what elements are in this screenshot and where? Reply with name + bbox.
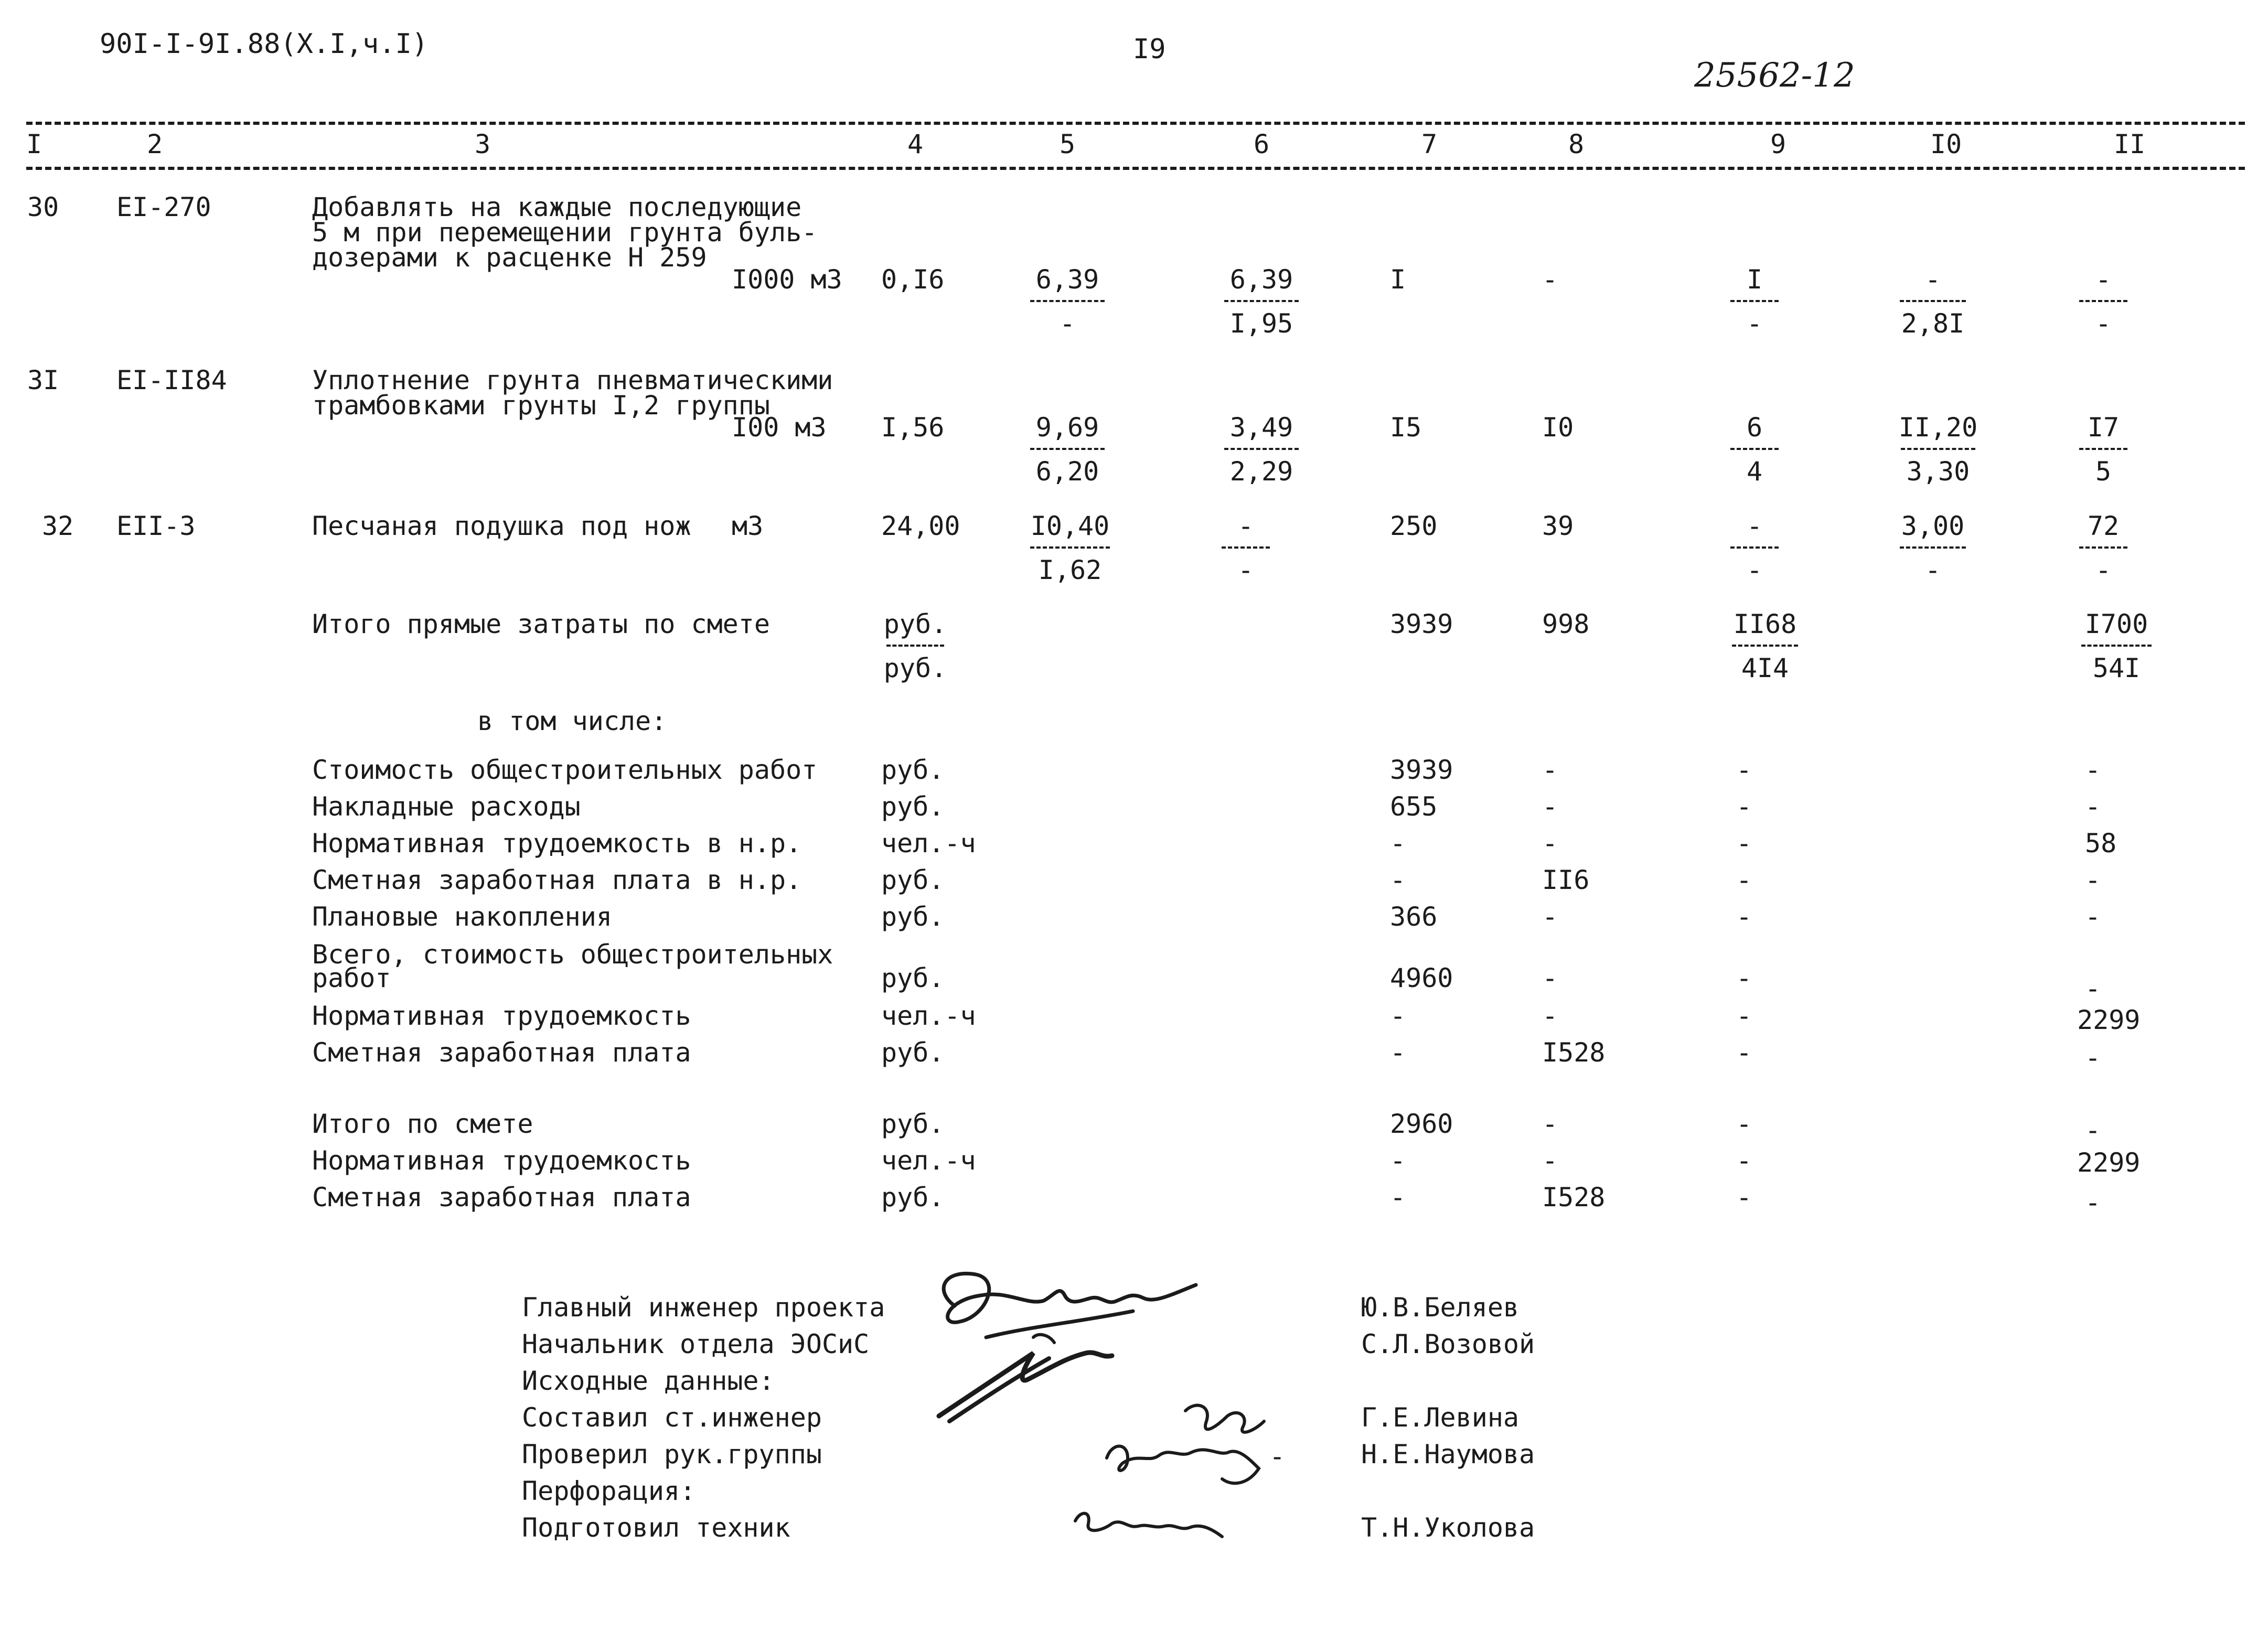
summary-col8: - [1542, 1001, 1558, 1031]
fraction-bar [2079, 300, 2127, 302]
row-code: EII-3 [116, 511, 196, 541]
fraction-bar [1900, 546, 1966, 549]
summary-col8: - [1542, 902, 1558, 932]
col-header-5: 5 [1060, 129, 1076, 159]
fraction-bar [1224, 300, 1299, 302]
signature-name: Н.Е.Наумова [1361, 1439, 1535, 1470]
summary-col11: - [2085, 755, 2101, 785]
signature-name: Ю.В.Беляев [1361, 1292, 1520, 1323]
row-col5-fraction [1023, 513, 1117, 583]
row-col10-fraction [1893, 266, 1972, 337]
fraction-numerator: 6 [1746, 412, 1763, 443]
summary-col7: - [1390, 1182, 1406, 1213]
fraction-bar [1030, 300, 1105, 302]
fraction-denominator: 54I [2092, 653, 2141, 683]
fraction-denominator: 2,29 [1229, 456, 1293, 487]
summary-col8: II6 [1542, 865, 1590, 895]
fraction-denominator: - [1924, 555, 1941, 585]
summary-col9: - [1736, 791, 1752, 822]
summary-unit: руб. [881, 865, 945, 895]
signature-compiler-checker [1091, 1395, 1290, 1510]
row-description-line: 5 м при перемещении грунта буль- [312, 217, 818, 248]
signature-role: Проверил рук.группы [522, 1439, 822, 1470]
fraction-bar [1730, 546, 1779, 549]
signature-role: Составил ст.инженер [522, 1402, 822, 1433]
row-unit: I000 м3 [732, 264, 842, 295]
summary-unit: чел.-ч [881, 828, 976, 859]
total-all-label: Всего, стоимость общестроительных [312, 939, 833, 970]
summary-label: Сметная заработная плата в н.р. [312, 865, 802, 895]
summary-col11: - [2085, 1187, 2101, 1218]
row-description-line: дозерами к расценке Н 259 [312, 242, 707, 273]
row-col5-fraction [1023, 414, 1112, 485]
summary-col7: - [1390, 828, 1406, 859]
fraction-bar [1901, 448, 1976, 450]
summary-unit: руб. [881, 755, 945, 785]
row-quantity: 0,I6 [881, 264, 945, 295]
summary-col9: - [1736, 902, 1752, 932]
fraction-numerator: I0,40 [1030, 511, 1110, 541]
fraction-denominator: 3,30 [1906, 456, 1970, 487]
row-number: 32 [42, 511, 74, 541]
summary-unit: чел.-ч [881, 1145, 976, 1176]
row-col11-fraction [2074, 513, 2132, 583]
row-col6-fraction [1217, 414, 1306, 485]
fraction-bar [1222, 546, 1270, 549]
col-header-2: 2 [147, 129, 163, 159]
row-description-line: Добавлять на каждые последующие [312, 192, 802, 222]
signature-dash: - [1269, 1441, 1286, 1472]
summary-col9: - [1736, 1182, 1752, 1213]
fraction-numerator: I7 [2087, 412, 2120, 443]
fraction-denominator: I,95 [1229, 308, 1293, 339]
row-col8: I0 [1542, 412, 1574, 443]
summary-col8: I528 [1542, 1182, 1606, 1213]
fraction-bar [1030, 448, 1105, 450]
signature-name: Т.Н.Уколова [1361, 1513, 1535, 1543]
fraction-numerator: 3,49 [1229, 412, 1293, 443]
col-header-11: II [2114, 129, 2146, 159]
fraction-denominator: - [1746, 555, 1763, 585]
row-quantity: I,56 [881, 412, 945, 443]
summary-col8: - [1542, 1145, 1558, 1176]
fraction-numerator: I700 [2084, 609, 2148, 639]
row-col9-fraction [1726, 266, 1783, 337]
summary-unit: руб. [881, 791, 945, 822]
row-col8: - [1542, 264, 1558, 295]
fraction-bar [1224, 448, 1299, 450]
col-header-3: 3 [475, 129, 491, 159]
signature-role: Перфорация: [522, 1476, 696, 1506]
fraction-numerator: 3,00 [1901, 511, 1965, 541]
fraction-denominator: 2,8I [1901, 308, 1965, 339]
fraction-numerator: 6,39 [1229, 264, 1293, 295]
signature-role: Подготовил техник [522, 1513, 790, 1543]
summary-col7: 2960 [1390, 1109, 1453, 1139]
total-direct-col7: 3939 [1390, 609, 1453, 639]
row-col7: I [1390, 264, 1406, 295]
total-all-col9: - [1736, 963, 1752, 993]
row-number: 3I [27, 365, 59, 395]
total-direct-unit-fraction [881, 611, 949, 681]
row-description-line: Песчаная подушка под нож [312, 511, 691, 541]
total-all-col7: 4960 [1390, 963, 1453, 993]
row-description-line: трамбовками грунты I,2 группы [312, 390, 770, 421]
row-unit: м3 [732, 511, 764, 541]
total-all-unit: руб. [881, 963, 945, 993]
fraction-denominator: 5 [2095, 456, 2112, 487]
summary-col7: - [1390, 1001, 1406, 1031]
fraction-bar [1732, 645, 1798, 647]
col-header-1: I [26, 129, 42, 159]
summary-col7: - [1390, 865, 1406, 895]
summary-col7: 655 [1390, 791, 1438, 822]
fraction-denominator: - [1059, 308, 1076, 339]
summary-label: Плановые накопления [312, 902, 612, 932]
fraction-numerator: - [1924, 264, 1941, 295]
col-header-4: 4 [907, 129, 924, 159]
header-top-rule [26, 122, 2245, 125]
total-direct-col11-fraction [2074, 611, 2158, 681]
summary-col11: - [2085, 1043, 2101, 1073]
fraction-bar [886, 645, 944, 647]
total-direct-col8: 998 [1542, 609, 1590, 639]
row-col7: 250 [1390, 511, 1438, 541]
row-description-line: Уплотнение грунта пневматическими [312, 365, 833, 395]
summary-col7: 366 [1390, 902, 1438, 932]
fraction-numerator: II68 [1733, 609, 1797, 639]
fraction-numerator: I [1746, 264, 1763, 295]
fraction-numerator: руб. [883, 609, 947, 639]
row-col9-fraction [1726, 513, 1783, 583]
summary-col9: - [1736, 865, 1752, 895]
row-quantity: 24,00 [881, 511, 960, 541]
summary-col8: I528 [1542, 1037, 1606, 1068]
col-header-10: I0 [1930, 129, 1962, 159]
summary-unit: чел.-ч [881, 1001, 976, 1031]
summary-label: Нормативная трудоемкость [312, 1001, 691, 1031]
summary-unit: руб. [881, 1109, 945, 1139]
row-col6-fraction [1217, 266, 1306, 337]
row-col8: 39 [1542, 511, 1574, 541]
summary-label: Накладные расходы [312, 791, 581, 822]
total-direct-label: Итого прямые затраты по смете [312, 609, 770, 639]
total-all-label-continued: работ [312, 963, 391, 993]
page-number: I9 [1133, 34, 1166, 65]
fraction-bar [1730, 300, 1779, 302]
summary-col8: - [1542, 1109, 1558, 1139]
signature-role: Начальник отдела ЭОСиС [522, 1329, 870, 1359]
row-unit: I00 м3 [732, 412, 827, 443]
fraction-numerator: 72 [2087, 511, 2120, 541]
signature-role: Главный инженер проекта [522, 1292, 885, 1323]
row-col7: I5 [1390, 412, 1422, 443]
summary-col7: 3939 [1390, 755, 1453, 785]
summary-col11: 2299 [2077, 1005, 2141, 1035]
summary-col9: - [1736, 828, 1752, 859]
signature-role: Исходные данные: [522, 1366, 775, 1396]
fraction-numerator: - [1237, 511, 1254, 541]
signature-technician [1065, 1495, 1238, 1552]
fraction-numerator: 6,39 [1035, 264, 1099, 295]
summary-col8: - [1542, 791, 1558, 822]
fraction-bar [1900, 300, 1966, 302]
fraction-bar [2081, 645, 2152, 647]
fraction-numerator: 9,69 [1035, 412, 1099, 443]
row-col6-fraction [1217, 513, 1275, 583]
summary-col8: - [1542, 755, 1558, 785]
summary-col9: - [1736, 1001, 1752, 1031]
summary-label: Нормативная трудоемкость [312, 1145, 691, 1176]
col-header-8: 8 [1568, 129, 1585, 159]
summary-label: Итого по смете [312, 1109, 533, 1139]
summary-col9: - [1736, 755, 1752, 785]
fraction-bar [2079, 546, 2127, 549]
col-header-6: 6 [1254, 129, 1270, 159]
summary-unit: руб. [881, 1182, 945, 1213]
document-code: 90I-I-9I.88(X.I,ч.I) [100, 28, 429, 60]
including-label: в том числе: [477, 706, 667, 736]
fraction-bar [1730, 448, 1779, 450]
summary-col11: 2299 [2077, 1147, 2141, 1178]
summary-col11: - [2085, 1115, 2101, 1145]
fraction-numerator: II,20 [1898, 412, 1978, 443]
fraction-denominator: - [2095, 308, 2112, 339]
row-col10-fraction [1893, 513, 1972, 583]
total-all-col8: - [1542, 963, 1558, 993]
signature-name: С.Л.Возовой [1361, 1329, 1535, 1359]
summary-unit: руб. [881, 902, 945, 932]
summary-col9: - [1736, 1145, 1752, 1176]
row-code: ЕI-II84 [116, 365, 227, 395]
summary-col11: - [2085, 791, 2101, 822]
row-col5-fraction [1023, 266, 1112, 337]
fraction-denominator: - [1237, 555, 1254, 585]
summary-col9: - [1736, 1037, 1752, 1068]
fraction-denominator: I,62 [1038, 555, 1102, 585]
fraction-denominator: - [2095, 555, 2112, 585]
fraction-bar [1030, 546, 1109, 549]
summary-col11: - [2085, 902, 2101, 932]
fraction-denominator: - [1746, 308, 1763, 339]
row-col11-fraction [2074, 266, 2132, 337]
fraction-denominator: 4 [1746, 456, 1763, 487]
fraction-numerator: - [2095, 264, 2112, 295]
row-number: 30 [27, 192, 59, 222]
summary-col7: - [1390, 1037, 1406, 1068]
row-col10-fraction [1893, 414, 1983, 485]
summary-col11: 58 [2085, 828, 2117, 859]
header-bottom-rule [26, 167, 2245, 170]
summary-col8: - [1542, 828, 1558, 859]
col-header-9: 9 [1770, 129, 1786, 159]
row-col9-fraction [1726, 414, 1783, 485]
handwritten-number: 25562-12 [1694, 56, 1855, 95]
total-all-col11: - [2085, 973, 2101, 1004]
row-code: EI-270 [116, 192, 211, 222]
fraction-numerator: - [1746, 511, 1763, 541]
summary-label: Нормативная трудоемкость в н.р. [312, 828, 802, 859]
summary-label: Сметная заработная плата [312, 1037, 691, 1068]
summary-col11: - [2085, 865, 2101, 895]
summary-label: Стоимость общестроительных работ [312, 755, 818, 785]
signature-name: Г.Е.Левина [1361, 1402, 1520, 1433]
fraction-denominator: 4I4 [1741, 653, 1789, 683]
fraction-bar [2079, 448, 2127, 450]
summary-label: Сметная заработная плата [312, 1182, 691, 1213]
fraction-denominator: руб. [883, 653, 947, 683]
summary-col9: - [1736, 1109, 1752, 1139]
summary-col7: - [1390, 1145, 1406, 1176]
total-direct-col9-fraction [1726, 611, 1804, 681]
summary-unit: руб. [881, 1037, 945, 1068]
col-header-7: 7 [1421, 129, 1438, 159]
row-col11-fraction [2074, 414, 2132, 485]
fraction-denominator: 6,20 [1035, 456, 1099, 487]
